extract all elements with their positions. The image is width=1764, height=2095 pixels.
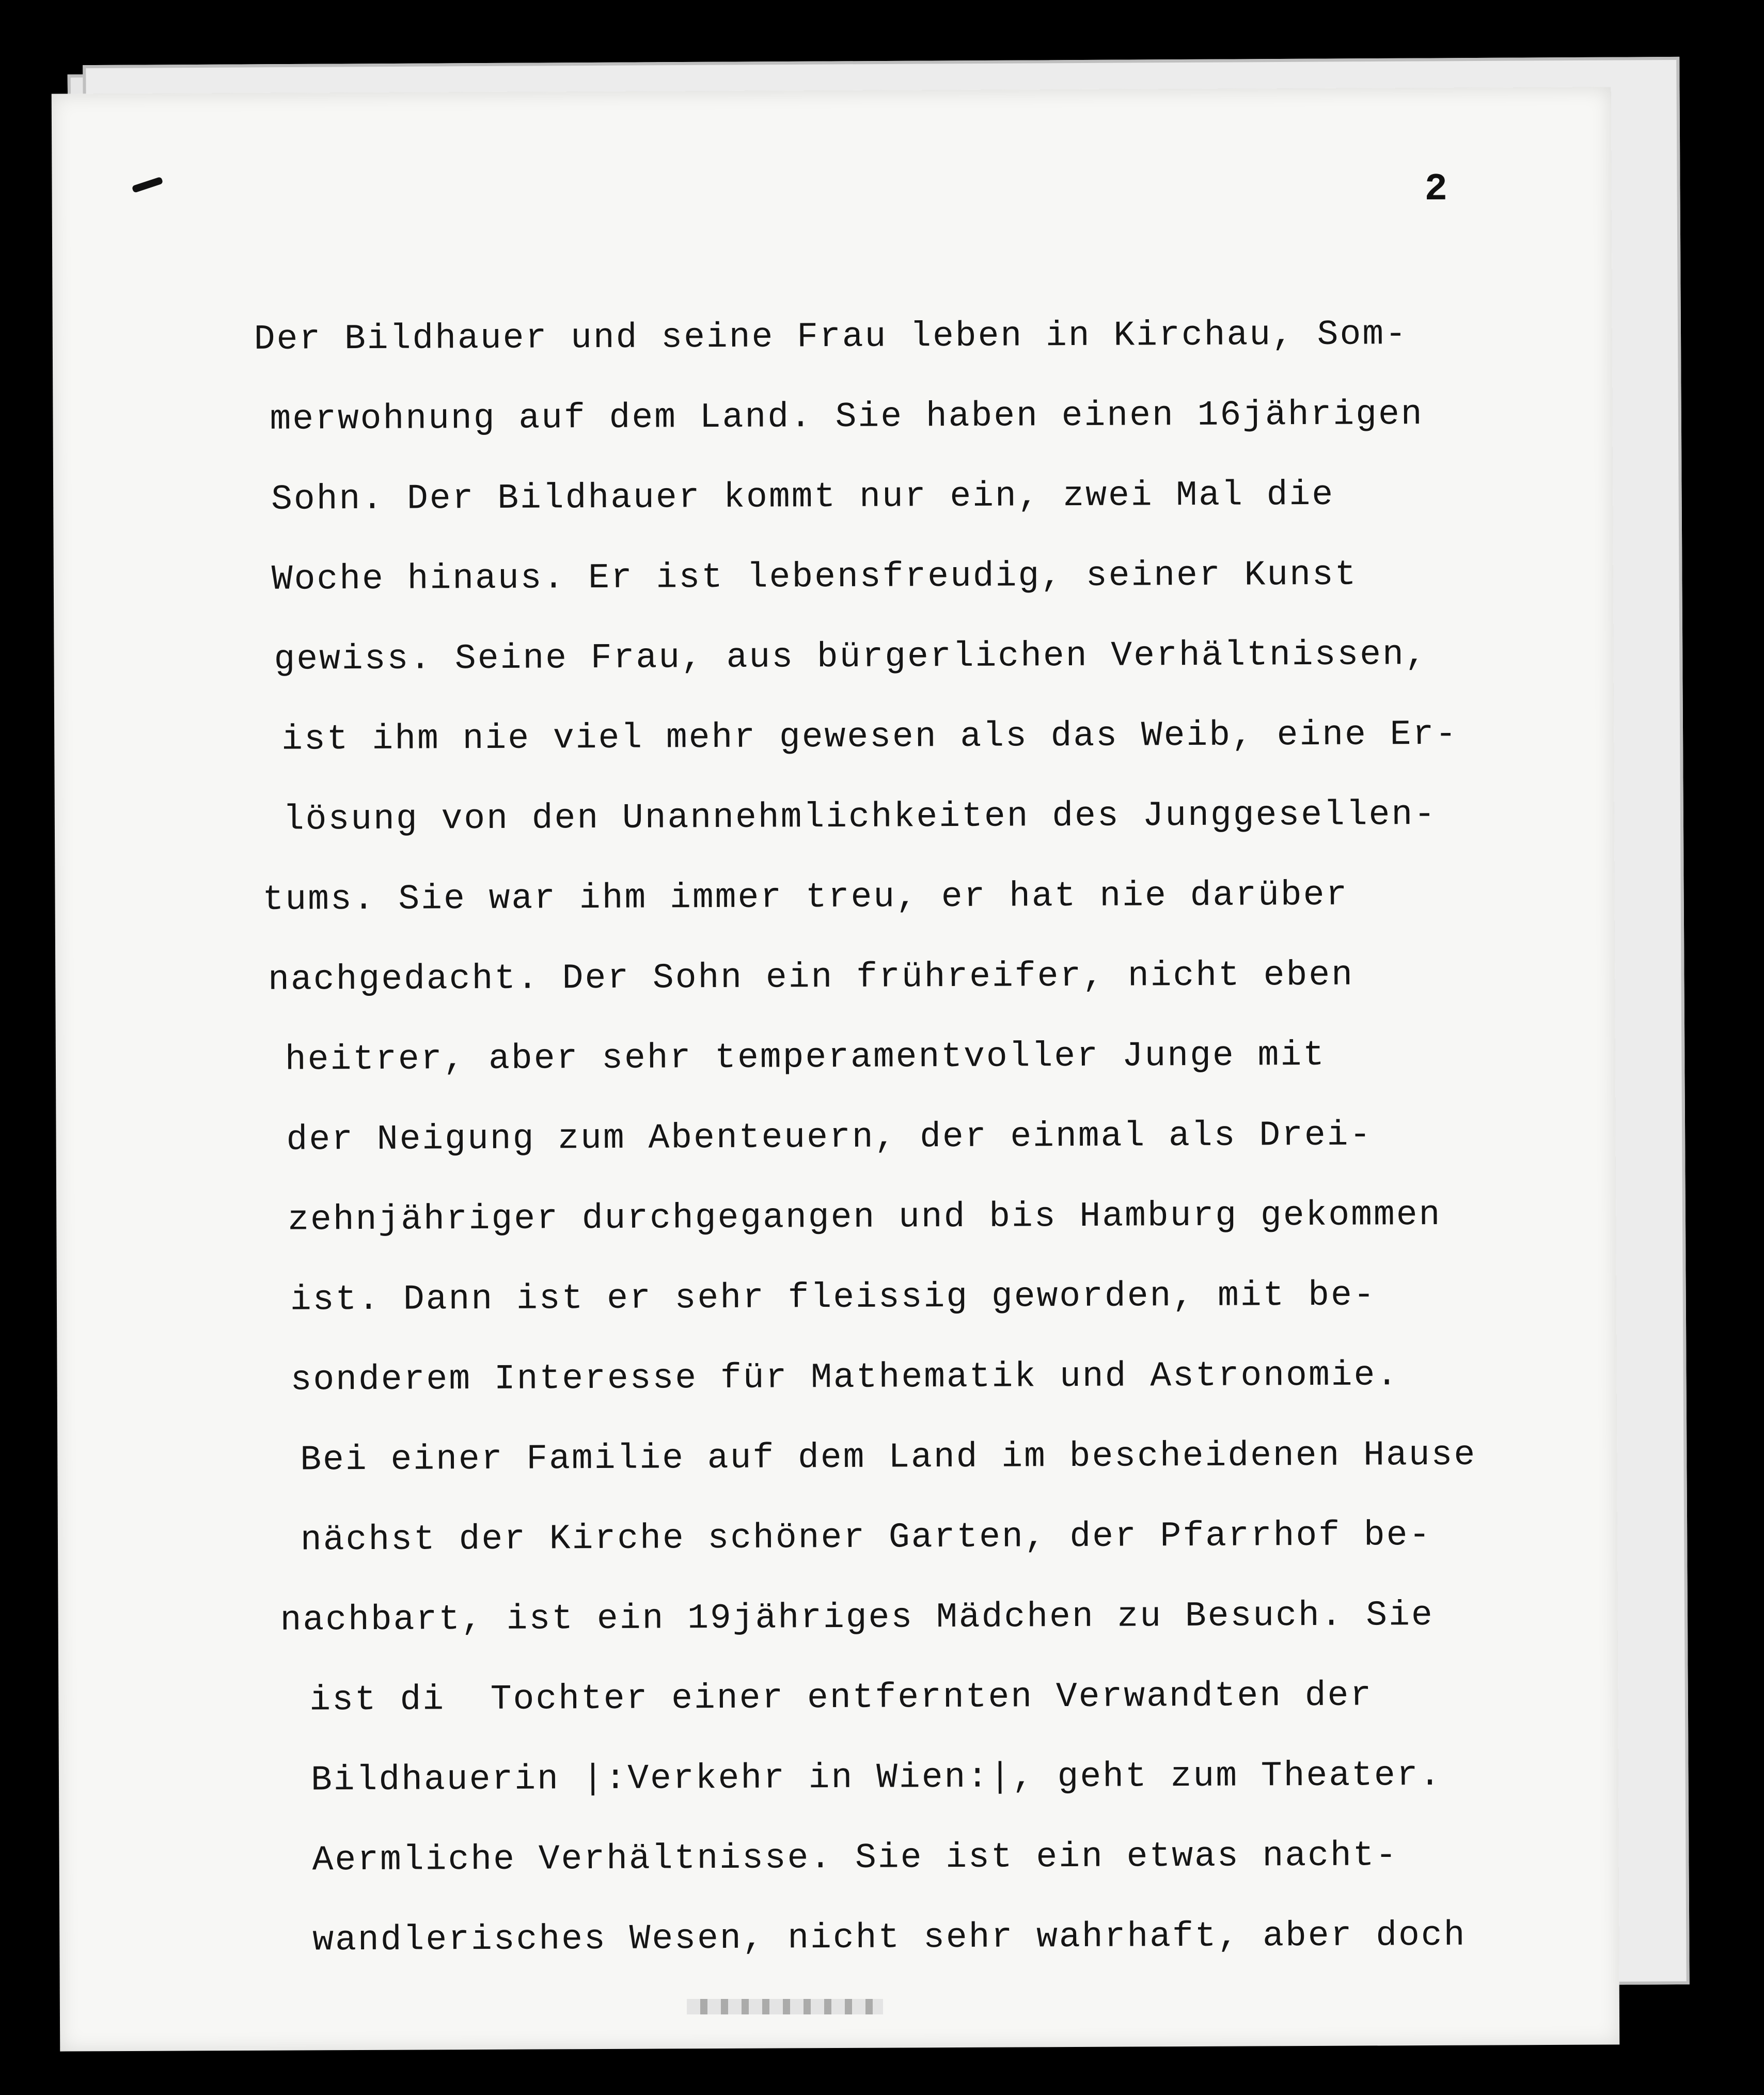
text-line: gewiss. Seine Frau, aus bürgerlichen Verhältnissen, xyxy=(274,634,1428,680)
text-line: Der Bildhauer und seine Frau leben in Kirchau, Som- xyxy=(254,315,1408,359)
text-line: wandlerisches Wesen, nicht sehr wahrhaft, aber doch xyxy=(312,1915,1467,1961)
text-line: Bei einer Familie auf dem Land im bescheidenen Hause xyxy=(300,1435,1477,1480)
text-line: ist. Dann ist er sehr fleissig geworden, mit be- xyxy=(290,1275,1376,1320)
text-line: sonderem Interesse für Mathematik und Astronomie. xyxy=(290,1355,1399,1400)
text-line: ist ihm nie viel mehr gewesen als das Weib, eine Er- xyxy=(281,714,1458,760)
next-sheet-edge xyxy=(687,1999,883,2014)
text-line: Aermliche Verhältnisse. Sie ist ein etwas nacht- xyxy=(312,1836,1398,1881)
text-line: Sohn. Der Bildhauer kommt nur ein, zwei Mal die xyxy=(271,475,1335,520)
text-line: lösung von den Unannehmlichkeiten des Junggesellen- xyxy=(282,794,1437,840)
text-line: ist di Tochter einer entfernten Verwandten der xyxy=(309,1676,1373,1721)
typewritten-page xyxy=(52,87,1620,2051)
page-number: 2 xyxy=(1424,167,1448,212)
text-line: nachbart, ist ein 19jähriges Mädchen zu Besuch. Sie xyxy=(280,1595,1434,1640)
text-line: nachgedacht. Der Sohn ein frühreifer, nicht eben xyxy=(268,955,1354,1000)
text-line: tums. Sie war ihm immer treu, er hat nie darüber xyxy=(262,875,1349,920)
text-line: merwohnung auf dem Land. Sie haben einen 16jährigen xyxy=(270,395,1424,440)
text-line: heitrer, aber sehr temperamentvoller Junge mit xyxy=(285,1035,1326,1080)
text-line: zehnjähriger durchgegangen und bis Hamburg gekommen xyxy=(288,1195,1442,1240)
text-line: Bildhauerin |:Verkehr in Wien:|, geht zum Theater. xyxy=(310,1755,1442,1801)
body-text xyxy=(254,294,1603,1981)
text-line: nächst der Kirche schöner Garten, der Pfarrhof be- xyxy=(300,1515,1432,1560)
margin-mark xyxy=(132,177,163,193)
text-line: Woche hinaus. Er ist lebensfreudig, seiner Kunst xyxy=(271,555,1358,600)
text-line: der Neigung zum Abenteuern, der einmal als Drei- xyxy=(286,1115,1373,1160)
